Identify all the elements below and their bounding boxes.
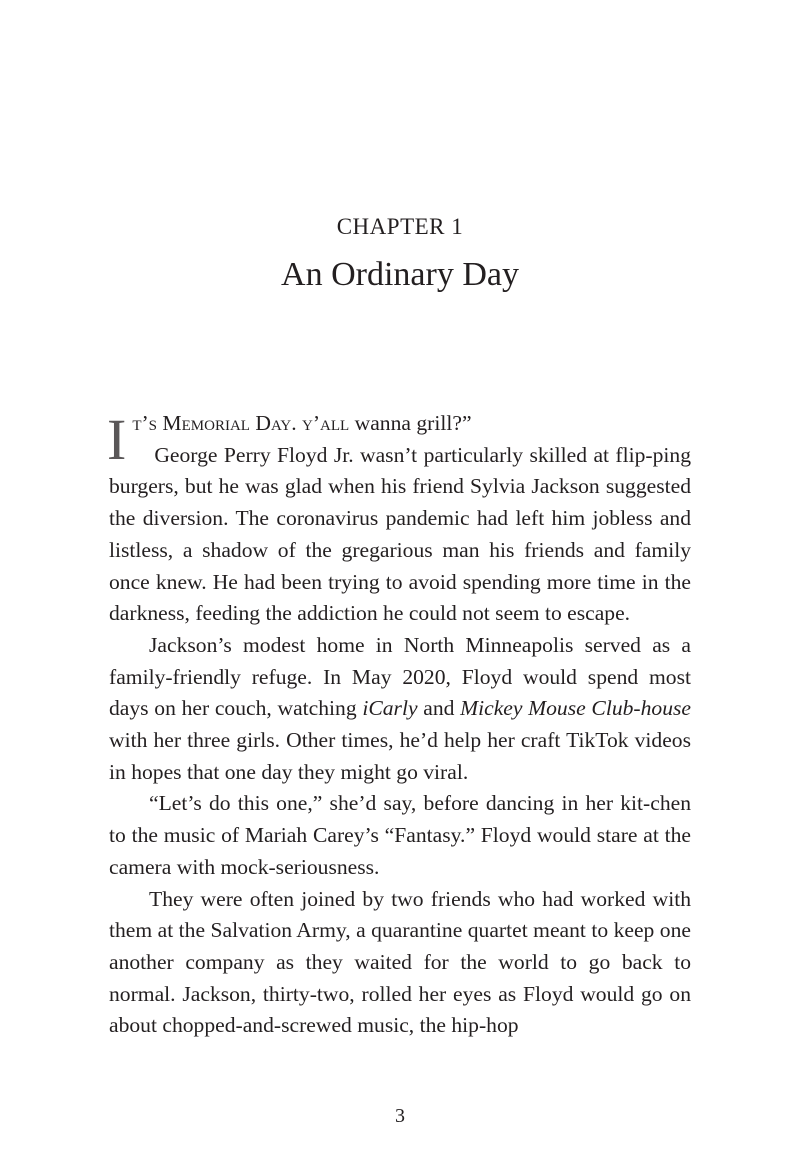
lead-in-small-caps: t’s Memorial Day. y’all: [132, 411, 350, 435]
drop-cap: I: [107, 407, 127, 472]
show-title-mickey-mouse: Mickey Mouse Club-house: [460, 696, 691, 721]
first-line-text: wanna grill?”: [349, 411, 472, 435]
opening-paragraph-text: George Perry Floyd Jr. wasn’t particularly skilled at flip-ping burgers, but he was glad when his friend Sylvia Jackson suggested the diversion. The coronavirus pandemic had left him jobless and listless, a shadow of the gregarious man his friends and family once knew. He had been trying to avoid spending more time in the darkness, feeding the addiction he could not seem to escape.: [109, 442, 691, 626]
chapter-title: An Ordinary Day: [281, 256, 519, 293]
paragraph-2-text-c: with her three girls. Other times, he’d help her craft TikTok videos in hopes that one day they might go viral.: [109, 728, 691, 784]
paragraph-2-text-a: Jackson’s modest home in North Minneapolis served as a family-friendly refuge. In May 2020, Floyd would spend most days on her couch, watching: [109, 632, 691, 721]
chapter-number: CHAPTER 1: [336, 214, 464, 239]
page-number: 3: [395, 1105, 405, 1127]
paragraph-2: [109, 630, 691, 789]
body-text: [109, 408, 691, 1042]
paragraph-4: They were often joined by two friends who had worked with them at the Salvation Army, a quarantine quartet meant to keep one another company as they waited for the world to go back to normal. Jackson, thirty-two, rolled her eyes as Floyd would go on about chopped-and-screwed music, the hip-hop: [109, 886, 691, 1038]
show-title-icarly: iCarly: [362, 696, 418, 721]
paragraph-2-text-b: and: [417, 696, 461, 721]
paragraph-3: “Let’s do this one,” she’d say, before dancing in her kit-chen to the music of Mariah Carey’s “Fantasy.” Floyd would stare at the camera with mock-seriousness.: [109, 791, 691, 879]
opening-paragraph: [109, 408, 691, 630]
